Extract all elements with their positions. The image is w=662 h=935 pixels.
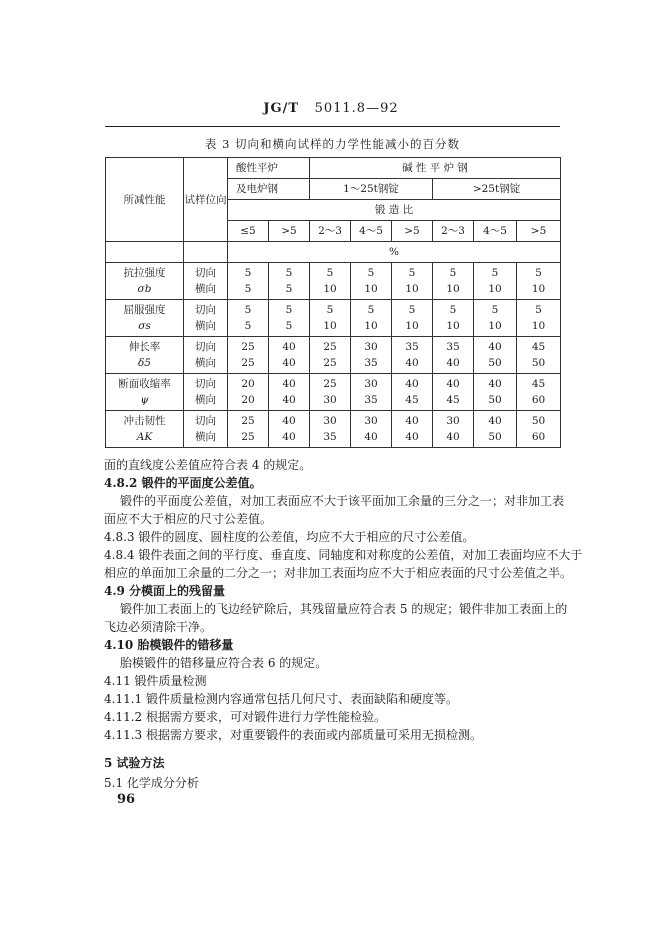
value-cell bbox=[269, 263, 310, 300]
value-tangential: 35 bbox=[405, 341, 419, 353]
text-line: 4.11.1 锻件质量检测内容通常包括几何尺寸、表面缺陷和硬度等。 bbox=[104, 692, 458, 706]
value-tangential: 5 bbox=[367, 304, 375, 316]
table-row bbox=[106, 263, 561, 300]
direction-transverse: 横向 bbox=[195, 431, 216, 443]
table-row bbox=[106, 411, 561, 448]
property-name-cell bbox=[106, 374, 184, 411]
value-cell bbox=[433, 337, 474, 374]
table-row bbox=[106, 374, 561, 411]
value-tangential: 5 bbox=[326, 304, 334, 316]
table-row bbox=[106, 337, 561, 374]
value-cell bbox=[310, 337, 351, 374]
value-tangential: 20 bbox=[241, 378, 255, 390]
direction-tangential: 切向 bbox=[195, 341, 216, 353]
properties-table bbox=[105, 157, 561, 448]
value-transverse: 35 bbox=[364, 394, 378, 406]
value-transverse: 10 bbox=[531, 283, 546, 295]
value-tangential: 40 bbox=[446, 378, 460, 390]
value-transverse: 40 bbox=[446, 431, 460, 443]
property-name: 伸长率 bbox=[128, 341, 161, 353]
direction-transverse: 横向 bbox=[195, 283, 216, 295]
value-transverse: 50 bbox=[531, 357, 546, 369]
unit-percent: % bbox=[228, 242, 561, 263]
blank-cell bbox=[106, 242, 184, 263]
value-transverse: 45 bbox=[446, 394, 460, 406]
value-tangential: 5 bbox=[491, 267, 499, 279]
value-tangential: 30 bbox=[364, 341, 378, 353]
text-line: 锻件的平面度公差值，对加工表面应不大于该平面加工余量的三分之一；对非加工表 bbox=[120, 494, 565, 508]
header-forging-ratio: 锻 造 比 bbox=[228, 200, 561, 221]
ratio-cell: >5 bbox=[269, 221, 310, 242]
text-line: 胎模锻件的错移量应符合表 6 的规定。 bbox=[120, 656, 328, 670]
value-cell bbox=[351, 337, 392, 374]
property-name: 断面收缩率 bbox=[118, 378, 171, 390]
property-name-cell bbox=[106, 337, 184, 374]
value-transverse: 40 bbox=[405, 357, 419, 369]
value-tangential: 25 bbox=[323, 341, 337, 353]
value-cell bbox=[517, 263, 561, 300]
value-transverse: 25 bbox=[241, 357, 255, 369]
value-tangential: 5 bbox=[244, 304, 252, 316]
value-tangential: 45 bbox=[531, 378, 546, 390]
value-cell bbox=[392, 337, 433, 374]
text-line: 飞边必须清除干净。 bbox=[104, 620, 213, 634]
value-cell bbox=[228, 374, 269, 411]
text-line: 4.8.4 锻件表面之间的平行度、垂直度、同轴度和对称度的公差值，对加工表面均应不大于 bbox=[104, 548, 583, 562]
property-symbol: δ5 bbox=[137, 357, 151, 369]
table-caption: 表 3 切向和横向试样的力学性能减小的百分数 bbox=[204, 137, 461, 151]
value-cell bbox=[351, 411, 392, 448]
value-transverse: 10 bbox=[488, 320, 502, 332]
value-tangential: 25 bbox=[241, 341, 255, 353]
value-transverse: 10 bbox=[323, 283, 337, 295]
direction-cell bbox=[184, 411, 228, 448]
property-name-cell bbox=[106, 300, 184, 337]
value-cell bbox=[433, 411, 474, 448]
value-tangential: 40 bbox=[282, 378, 296, 390]
value-transverse: 40 bbox=[405, 431, 419, 443]
header-basic-small-ingot: 1～25t钢锭 bbox=[310, 179, 433, 200]
text-line: 4.8.3 锻件的圆度、圆柱度的公差值，均应不大于相应的尺寸公差值。 bbox=[104, 530, 475, 544]
value-cell bbox=[517, 374, 561, 411]
value-cell bbox=[517, 411, 561, 448]
ratio-cell: 4～5 bbox=[474, 221, 517, 242]
value-cell bbox=[433, 263, 474, 300]
property-name-cell bbox=[106, 263, 184, 300]
value-tangential: 5 bbox=[367, 267, 375, 279]
value-cell bbox=[269, 374, 310, 411]
value-cell bbox=[392, 300, 433, 337]
text-line: 面应不大于相应的尺寸公差值。 bbox=[104, 512, 273, 526]
value-cell bbox=[392, 263, 433, 300]
chapter-heading: 5 试验方法 bbox=[104, 756, 165, 770]
value-transverse: 10 bbox=[531, 320, 546, 332]
direction-tangential: 切向 bbox=[195, 378, 216, 390]
value-cell bbox=[474, 300, 517, 337]
value-transverse: 5 bbox=[285, 283, 293, 295]
value-cell bbox=[228, 411, 269, 448]
value-transverse: 10 bbox=[446, 320, 460, 332]
value-tangential: 40 bbox=[282, 341, 296, 353]
ratio-cell: 4～5 bbox=[351, 221, 392, 242]
value-transverse: 40 bbox=[364, 431, 378, 443]
table-row bbox=[106, 300, 561, 337]
header-specimen-position: 试样位向 bbox=[184, 158, 228, 242]
value-cell bbox=[310, 374, 351, 411]
header-reduced-property: 所减性能 bbox=[106, 158, 184, 242]
value-cell bbox=[351, 263, 392, 300]
text-line: 锻件加工表面上的飞边经铲除后，其残留量应符合表 5 的规定；锻件非加工表面上的 bbox=[120, 602, 568, 616]
value-tangential: 5 bbox=[285, 267, 293, 279]
value-tangential: 30 bbox=[364, 378, 378, 390]
value-transverse: 50 bbox=[488, 431, 502, 443]
value-transverse: 40 bbox=[282, 394, 296, 406]
value-cell bbox=[433, 374, 474, 411]
value-cell bbox=[269, 411, 310, 448]
page-number: 96 bbox=[117, 792, 136, 807]
value-transverse: 10 bbox=[364, 283, 378, 295]
value-transverse: 10 bbox=[446, 283, 460, 295]
text-line: 面的直线度公差值应符合表 4 的规定。 bbox=[104, 458, 312, 472]
value-tangential: 40 bbox=[488, 341, 502, 353]
direction-cell bbox=[184, 263, 228, 300]
header-basic-steel: 碱 性 平 炉 钢 bbox=[310, 158, 561, 179]
value-tangential: 5 bbox=[408, 267, 416, 279]
value-tangential: 40 bbox=[405, 378, 419, 390]
value-cell bbox=[310, 411, 351, 448]
value-cell bbox=[310, 263, 351, 300]
value-transverse: 60 bbox=[531, 431, 546, 443]
value-transverse: 40 bbox=[282, 357, 296, 369]
value-cell bbox=[517, 300, 561, 337]
value-transverse: 5 bbox=[244, 320, 252, 332]
section-heading: 4.10 胎模锻件的错移量 bbox=[104, 638, 234, 652]
value-tangential: 5 bbox=[326, 267, 334, 279]
value-tangential: 30 bbox=[323, 415, 337, 427]
value-tangential: 5 bbox=[408, 304, 416, 316]
value-tangential: 50 bbox=[531, 415, 546, 427]
page-header bbox=[0, 101, 662, 116]
value-tangential: 45 bbox=[531, 341, 546, 353]
property-symbol: σs bbox=[138, 320, 151, 332]
value-tangential: 30 bbox=[364, 415, 378, 427]
value-tangential: 40 bbox=[488, 415, 502, 427]
value-cell bbox=[351, 374, 392, 411]
direction-tangential: 切向 bbox=[195, 304, 216, 316]
property-name: 屈服强度 bbox=[123, 304, 166, 316]
value-tangential: 25 bbox=[241, 415, 255, 427]
value-cell bbox=[269, 337, 310, 374]
value-transverse: 50 bbox=[488, 394, 502, 406]
value-cell bbox=[310, 300, 351, 337]
direction-tangential: 切向 bbox=[195, 267, 216, 279]
direction-cell bbox=[184, 337, 228, 374]
property-name: 抗拉强度 bbox=[123, 267, 166, 279]
value-cell bbox=[228, 300, 269, 337]
value-transverse: 40 bbox=[282, 431, 296, 443]
value-cell bbox=[433, 300, 474, 337]
value-tangential: 5 bbox=[449, 304, 457, 316]
ratio-cell: 2～3 bbox=[433, 221, 474, 242]
standard-code: JG/T bbox=[263, 101, 300, 116]
value-tangential: 5 bbox=[491, 304, 499, 316]
value-tangential: 5 bbox=[535, 267, 542, 279]
value-tangential: 35 bbox=[446, 341, 460, 353]
value-transverse: 35 bbox=[323, 431, 337, 443]
ratio-cell: ≤5 bbox=[228, 221, 269, 242]
direction-transverse: 横向 bbox=[195, 357, 216, 369]
text-line: 4.11.3 根据需方要求，对重要锻件的表面或内部质量可采用无损检测。 bbox=[104, 728, 482, 742]
value-tangential: 40 bbox=[282, 415, 296, 427]
value-transverse: 35 bbox=[364, 357, 378, 369]
value-transverse: 40 bbox=[446, 357, 460, 369]
direction-cell bbox=[184, 300, 228, 337]
value-transverse: 10 bbox=[405, 283, 419, 295]
value-cell bbox=[392, 411, 433, 448]
header-acid-steel-2: 及电炉钢 bbox=[228, 179, 310, 200]
direction-tangential: 切向 bbox=[195, 415, 216, 427]
value-cell bbox=[474, 337, 517, 374]
value-transverse: 20 bbox=[241, 394, 255, 406]
blank-cell bbox=[184, 242, 228, 263]
section-heading: 4.9 分模面上的残留量 bbox=[104, 584, 226, 598]
value-tangential: 5 bbox=[285, 304, 293, 316]
value-cell bbox=[351, 300, 392, 337]
direction-transverse: 横向 bbox=[195, 394, 216, 406]
value-transverse: 30 bbox=[323, 394, 337, 406]
value-transverse: 25 bbox=[323, 357, 337, 369]
standard-number: 5011.8—92 bbox=[314, 101, 399, 116]
section-heading: 4.11 锻件质量检测 bbox=[104, 674, 207, 688]
value-tangential: 40 bbox=[488, 378, 502, 390]
header-basic-large-ingot: >25t钢锭 bbox=[433, 179, 561, 200]
value-transverse: 45 bbox=[405, 394, 419, 406]
value-cell bbox=[517, 337, 561, 374]
value-transverse: 10 bbox=[323, 320, 337, 332]
value-tangential: 5 bbox=[535, 304, 542, 316]
section-heading: 4.8.2 锻件的平面度公差值。 bbox=[104, 476, 262, 490]
property-symbol: AK bbox=[136, 431, 153, 443]
value-transverse: 10 bbox=[488, 283, 502, 295]
property-symbol: σb bbox=[137, 283, 152, 295]
value-tangential: 40 bbox=[405, 415, 419, 427]
ratio-cell: >5 bbox=[392, 221, 433, 242]
text-line: 相应的单面加工余量的二分之一；对非加工表面均应不大于相应表面的尺寸公差值之半。 bbox=[104, 566, 573, 580]
value-cell bbox=[474, 263, 517, 300]
ratio-cell: >5 bbox=[517, 221, 561, 242]
value-tangential: 30 bbox=[446, 415, 460, 427]
value-tangential: 5 bbox=[244, 267, 252, 279]
value-cell bbox=[228, 263, 269, 300]
header-rule bbox=[105, 126, 560, 127]
header-acid-steel-1: 酸性平炉 bbox=[228, 158, 310, 179]
property-symbol: ψ bbox=[140, 394, 149, 406]
value-cell bbox=[474, 411, 517, 448]
value-transverse: 5 bbox=[285, 320, 293, 332]
value-tangential: 25 bbox=[323, 378, 337, 390]
value-cell bbox=[228, 337, 269, 374]
value-cell bbox=[392, 374, 433, 411]
value-cell bbox=[269, 300, 310, 337]
section-heading: 5.1 化学成分分析 bbox=[104, 776, 199, 790]
value-tangential: 5 bbox=[449, 267, 457, 279]
property-name: 冲击韧性 bbox=[123, 415, 166, 427]
value-transverse: 10 bbox=[364, 320, 378, 332]
text-line: 4.11.2 根据需方要求，可对锻件进行力学性能检验。 bbox=[104, 710, 386, 724]
value-transverse: 50 bbox=[488, 357, 502, 369]
direction-cell bbox=[184, 374, 228, 411]
value-transverse: 25 bbox=[241, 431, 255, 443]
direction-transverse: 横向 bbox=[195, 320, 216, 332]
ratio-cell: 2～3 bbox=[310, 221, 351, 242]
value-transverse: 60 bbox=[531, 394, 546, 406]
value-cell bbox=[474, 374, 517, 411]
property-name-cell bbox=[106, 411, 184, 448]
value-transverse: 10 bbox=[405, 320, 419, 332]
value-transverse: 5 bbox=[244, 283, 252, 295]
